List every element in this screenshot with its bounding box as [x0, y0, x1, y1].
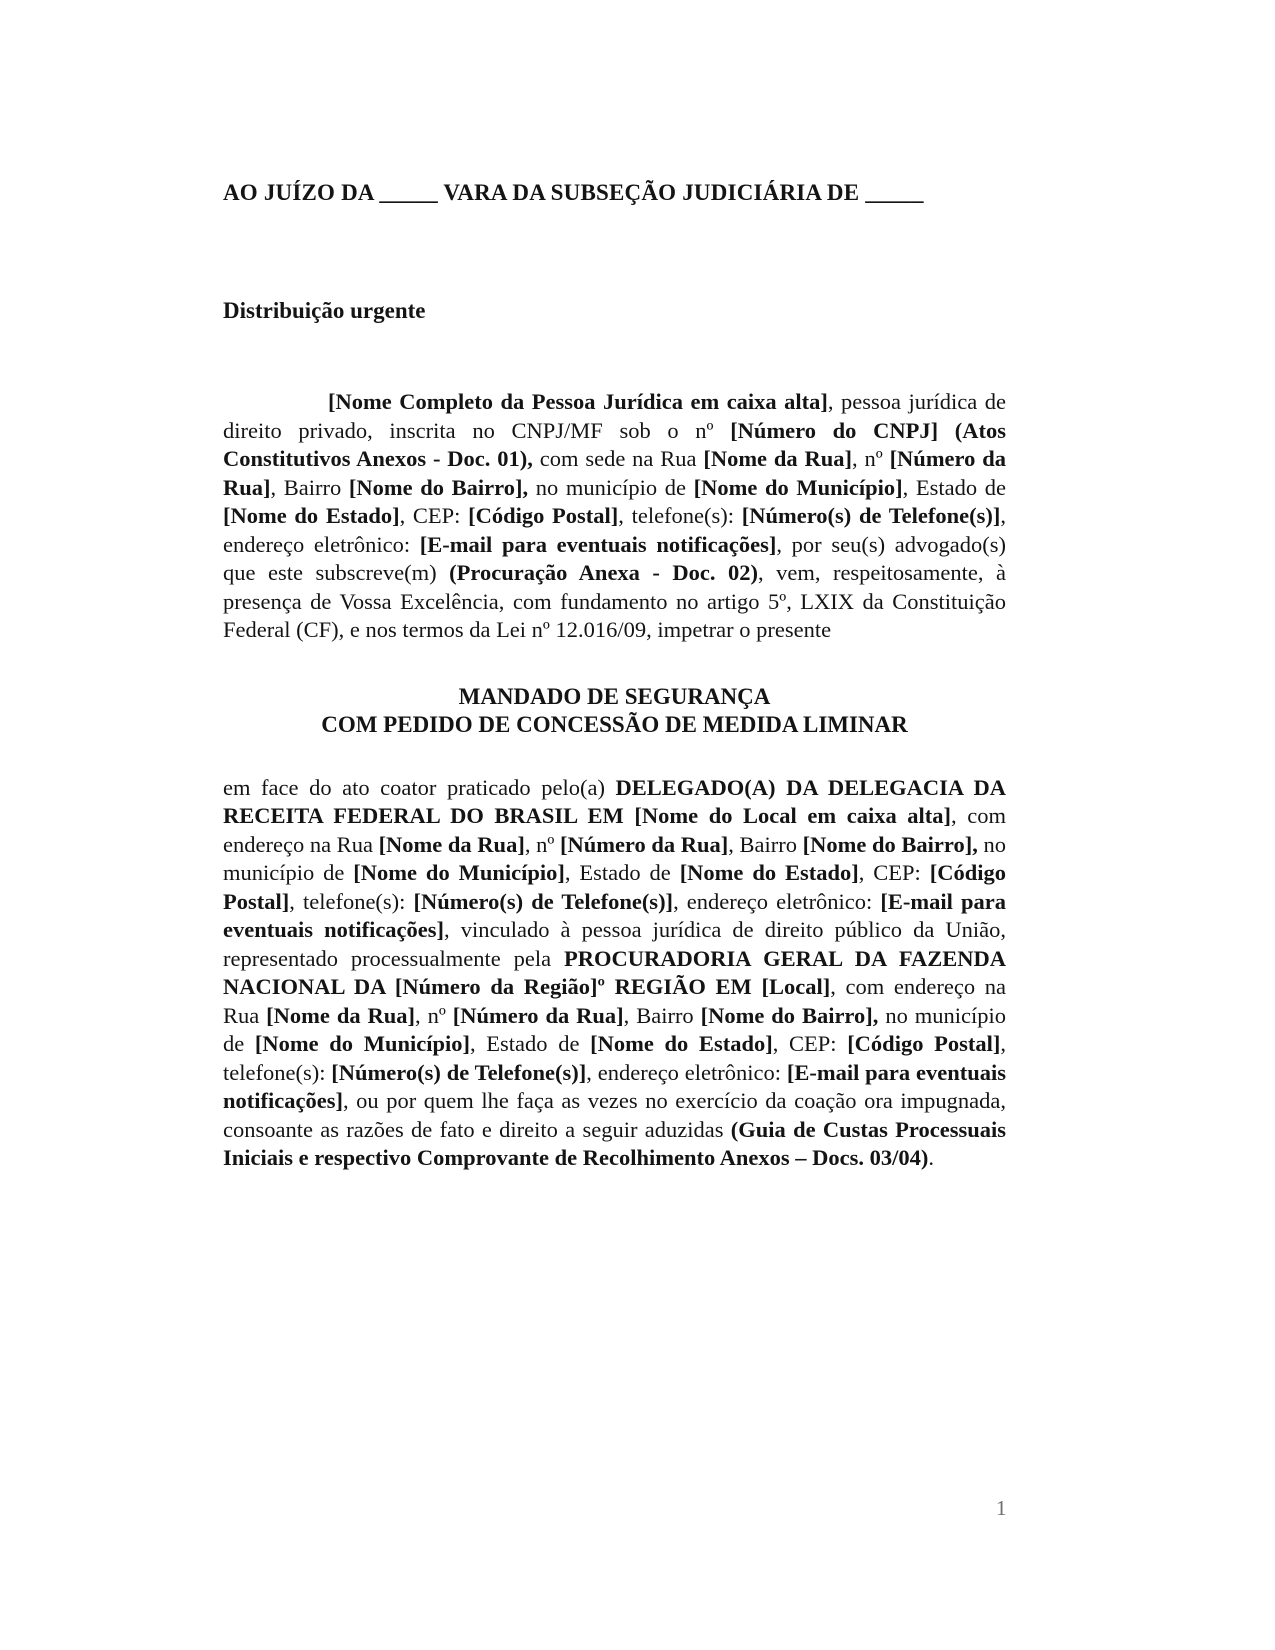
document-body [223, 0, 1006, 1173]
page-number: 1 [996, 1496, 1007, 1520]
action-title-line2: COM PEDIDO DE CONCESSÃO DE MEDIDA LIMINAR [321, 712, 908, 737]
petitioner-paragraph: [Nome Completo da Pessoa Jurídica em caixa alta], pessoa jurídica de direito privado, inscrita no CNPJ/MF sob o nº [Número do CNPJ] (Atos Constitutivos Anexos - Doc. 01), com sede na Rua [Nome da Rua], nº [Número da Rua], Bairro [Nome do Bairro], no município de [Nome do Município], Estado de [Nome do Estado], CEP: [Código Postal], telefone(s): [Número(s) de Telefone(s)], endereço eletrônico: [E-mail para eventuais notificações], por seu(s) advogado(s) que este subscreve(m) (Procuração Anexa - Doc. 02), vem, respeitosamente, à presença de Vossa Excelência, com fundamento no artigo 5º, LXIX da Constituição Federal (CF), e nos termos da Lei nº 12.016/09, impetrar o presente [223, 389, 1006, 642]
court-heading: AO JUÍZO DA _____ VARA DA SUBSEÇÃO JUDICIÁRIA DE _____ [223, 180, 924, 205]
action-title [223, 683, 1006, 740]
urgency-note: Distribuição urgente [223, 298, 426, 323]
action-title-line1: MANDADO DE SEGURANÇA [458, 683, 771, 709]
respondent-paragraph: em face do ato coator praticado pelo(a) DELEGADO(A) DA DELEGACIA DA RECEITA FEDERAL DO BRASIL EM [Nome do Local em caixa alta], com endereço na Rua [Nome da Rua], nº [Número da Rua], Bairro [Nome do Bairro], no município de [Nome do Município], Estado de [Nome do Estado], CEP: [Código Postal], telefone(s): [Número(s) de Telefone(s)], endereço eletrônico: [E-mail para eventuais notificações], vinculado à pessoa jurídica de direito público da União, representado processualmente pela PROCURADORIA GERAL DA FAZENDA NACIONAL DA [Número da Região]º REGIÃO EM [Local], com endereço na Rua [Nome da Rua], nº [Número da Rua], Bairro [Nome do Bairro], no município de [Nome do Município], Estado de [Nome do Estado], CEP: [Código Postal], telefone(s): [Número(s) de Telefone(s)], endereço eletrônico: [E-mail para eventuais notificações], ou por quem lhe faça as vezes no exercício da coação ora impugnada, consoante as razões de fato e direito a seguir aduzidas (Guia de Custas Processuais Iniciais e respectivo Comprovante de Recolhimento Anexos – Docs. 03/04). [223, 774, 1007, 1170]
